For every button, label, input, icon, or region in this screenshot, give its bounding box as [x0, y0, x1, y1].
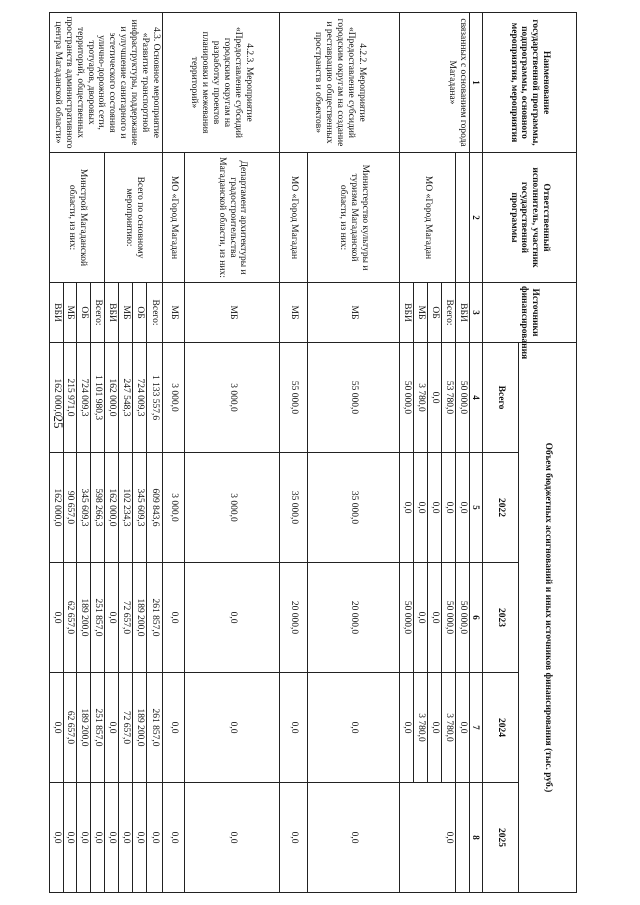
col-number: 6 — [469, 563, 482, 673]
row-source: МБ — [119, 283, 133, 343]
header-row — [519, 13, 577, 893]
col-number: 8 — [469, 783, 482, 893]
value-cell: 50 000,0 — [441, 563, 455, 673]
value-cell: 0,0 — [185, 673, 280, 783]
value-cell: 261 857,0 — [147, 563, 163, 673]
value-cell: 50 000,0 — [400, 343, 414, 453]
value-cell: 0,0 — [427, 343, 441, 453]
value-cell: 3 000,0 — [163, 343, 185, 453]
value-cell: 55 000,0 — [308, 343, 400, 453]
value-cell: 0,0 — [413, 453, 427, 563]
row-source: ВБИ — [400, 283, 414, 343]
row-source: ВБИ — [49, 283, 63, 343]
value-cell: 0,0 — [49, 783, 63, 893]
value-cell: 162 000,0 — [49, 453, 63, 563]
row-executor: МО «Город Магадан — [400, 153, 456, 283]
value-cell: 35 000,0 — [308, 453, 400, 563]
header-year-2025: 2025 — [483, 783, 519, 893]
row-source: МБ — [413, 283, 427, 343]
value-cell: 0,0 — [163, 673, 185, 783]
value-cell: 189 200,0 — [77, 673, 91, 783]
value-cell: 0,0 — [400, 453, 414, 563]
row-source: ВБИ — [455, 283, 469, 343]
value-cell: 724 009,3 — [133, 343, 147, 453]
row-name: связанных с основанием города Магадана» — [400, 13, 470, 153]
row-source: МБ — [280, 283, 308, 343]
value-cell: 345 609,3 — [77, 453, 91, 563]
row-source: Всего: — [147, 283, 163, 343]
table-row — [185, 13, 280, 893]
row-name: 4.3. Основное мероприятие «Развитие транспортной инфраструктуры, поддержание и улучшение санитарного и эстетического состояния улично-дорожной сети, тротуаров, дворовых территорий, общественных пространств административного центра Магаданской области» — [49, 13, 162, 153]
value-cell: 35 000,0 — [280, 453, 308, 563]
value-cell: 0,0 — [163, 783, 185, 893]
value-cell: 0,0 — [105, 673, 119, 783]
header-year-2024: 2024 — [483, 673, 519, 783]
row-executor: Министерство культуры и туризма Магаданской области, из них: — [308, 153, 400, 283]
row-source: МБ — [185, 283, 280, 343]
row-source: ОБ — [133, 283, 147, 343]
value-cell: 90 657,0 — [63, 453, 77, 563]
value-cell: 20 000,0 — [280, 563, 308, 673]
value-cell: 55 000,0 — [280, 343, 308, 453]
value-cell: 53 780,0 — [441, 343, 455, 453]
value-cell: 0,0 — [185, 563, 280, 673]
value-cell: 0,0 — [308, 673, 400, 783]
value-cell: 0,0 — [185, 783, 280, 893]
col-number: 3 — [469, 283, 482, 343]
value-cell: 0,0 — [147, 783, 163, 893]
header-year-2022: 2022 — [483, 453, 519, 563]
header-year-total: Всего — [483, 343, 519, 453]
value-cell: 3 000,0 — [163, 453, 185, 563]
rotated-table-wrapper — [51, 12, 577, 892]
value-cell: 215 971,0 — [63, 343, 77, 453]
value-cell: 162 000,0 — [105, 453, 119, 563]
value-cell: 3 000,0 — [185, 343, 280, 453]
value-cell: 0,0 — [280, 783, 308, 893]
value-cell: 1 101 980,3 — [91, 343, 105, 453]
value-cell: 3 780,0 — [441, 673, 455, 783]
col-number: 5 — [469, 453, 482, 563]
value-cell: 62 657,0 — [63, 673, 77, 783]
value-cell: 0,0 — [427, 673, 441, 783]
col-number: 1 — [469, 13, 482, 153]
page-number: 25 — [51, 415, 66, 429]
value-cell: 0,0 — [413, 563, 427, 673]
value-cell: 3 780,0 — [413, 343, 427, 453]
header-executor: Ответственный исполнитель, участник государственной программы — [483, 153, 577, 283]
value-cell: 0,0 — [119, 783, 133, 893]
column-numbers-row — [469, 13, 482, 893]
financing-table — [49, 12, 577, 893]
value-cell: 189 200,0 — [133, 563, 147, 673]
value-cell — [455, 783, 469, 893]
row-source: Всего: — [441, 283, 455, 343]
value-cell: 598 266,3 — [91, 453, 105, 563]
value-cell: 0,0 — [441, 453, 455, 563]
col-number: 2 — [469, 153, 482, 283]
col-number: 4 — [469, 343, 482, 453]
value-cell: 189 200,0 — [133, 673, 147, 783]
value-cell: 0,0 — [280, 673, 308, 783]
value-cell: 0,0 — [163, 563, 185, 673]
row-executor: МО «Город Магадан — [280, 153, 308, 283]
value-cell: 609 843,6 — [147, 453, 163, 563]
value-cell: 0,0 — [49, 673, 63, 783]
row-source: ОБ — [77, 283, 91, 343]
value-cell: 247 548,3 — [119, 343, 133, 453]
row-executor — [455, 153, 469, 283]
value-cell: 102 234,3 — [119, 453, 133, 563]
value-cell: 50 000,0 — [400, 563, 414, 673]
value-cell: 0,0 — [455, 453, 469, 563]
row-source: Всего: — [91, 283, 105, 343]
header-source: Источники финансирования — [483, 283, 577, 343]
value-cell: 0,0 — [105, 783, 119, 893]
value-cell: 0,0 — [105, 563, 119, 673]
value-cell: 0,0 — [77, 783, 91, 893]
row-source: МБ — [163, 283, 185, 343]
value-cell: 20 000,0 — [308, 563, 400, 673]
row-executor: Департамент архитектуры и градостроительства Магаданской области, из них: — [185, 153, 280, 283]
row-executor: МО «Город Магадан — [163, 153, 185, 283]
value-cell: 0,0 — [133, 783, 147, 893]
value-cell: 50 000,0 — [455, 563, 469, 673]
value-cell: 0,0 — [91, 783, 105, 893]
row-source: ВБИ — [105, 283, 119, 343]
header-name: Наименование государственной программы, подпрограммы, основного мероприятия, мероприятия — [483, 13, 577, 153]
value-cell: 0,0 — [400, 783, 456, 893]
row-source: МБ — [308, 283, 400, 343]
value-cell: 162 000,0 — [49, 343, 63, 453]
value-cell: 251 857,0 — [91, 563, 105, 673]
table-row — [455, 13, 469, 893]
value-cell: 162 000,0 — [105, 343, 119, 453]
value-cell: 724 009,3 — [77, 343, 91, 453]
value-cell: 72 657,0 — [119, 563, 133, 673]
table-row — [147, 13, 163, 893]
header-year-2023: 2023 — [483, 563, 519, 673]
row-source: МБ — [63, 283, 77, 343]
row-name: 4.2.2. Мероприятие «Предоставление субсидий городским округам на создание и реставрацию общественных пространств и объектов» — [280, 13, 400, 153]
value-cell: 1 133 557,6 — [147, 343, 163, 453]
value-cell: 0,0 — [49, 563, 63, 673]
row-executor: Всего по основному мероприятию: — [105, 153, 163, 283]
value-cell: 0,0 — [455, 673, 469, 783]
value-cell: 62 657,0 — [63, 563, 77, 673]
table-row — [308, 13, 400, 893]
header-volume: Объем бюджетных ассигнований и иных источников финансирования (тыс. руб.) — [519, 343, 577, 893]
value-cell: 0,0 — [427, 453, 441, 563]
value-cell: 261 857,0 — [147, 673, 163, 783]
row-name: 4.2.3. Мероприятие «Предоставление субсидий городским округам на разработку проектов планировки и межевания территорий» — [163, 13, 280, 153]
value-cell: 0,0 — [400, 673, 414, 783]
value-cell: 189 200,0 — [77, 563, 91, 673]
value-cell: 0,0 — [63, 783, 77, 893]
value-cell: 72 657,0 — [119, 673, 133, 783]
value-cell: 50 000,0 — [455, 343, 469, 453]
value-cell: 345 609,3 — [133, 453, 147, 563]
value-cell: 0,0 — [427, 563, 441, 673]
value-cell: 0,0 — [308, 783, 400, 893]
row-source: ОБ — [427, 283, 441, 343]
value-cell: 3 780,0 — [413, 673, 427, 783]
value-cell: 3 000,0 — [185, 453, 280, 563]
row-executor: Минстрой Магаданской области, из них: — [49, 153, 105, 283]
value-cell: 251 857,0 — [91, 673, 105, 783]
col-number: 7 — [469, 673, 482, 783]
